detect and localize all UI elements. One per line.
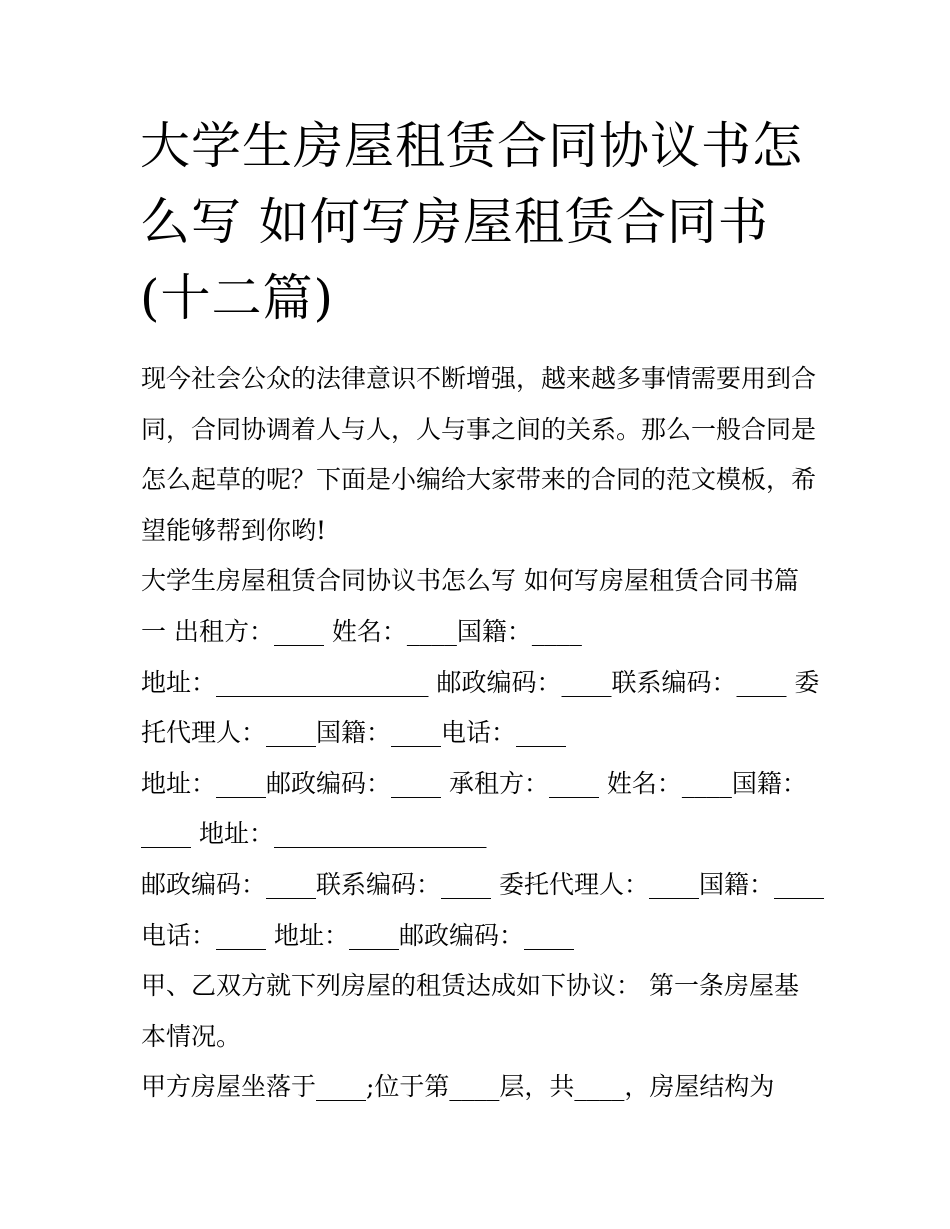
body-line: 地址：_________________ 邮政编码：____联系编码：____ 委	[141, 667, 820, 697]
body-line: 甲方房屋坐落于____;位于第____层，共____，房屋结构为	[141, 1072, 775, 1102]
title-line: (十二篇)	[140, 269, 335, 327]
document-body	[141, 354, 841, 1113]
body-line: 本情况。	[141, 1021, 242, 1051]
body-line: 电话：____ 地址：____邮政编码：____	[141, 920, 574, 950]
body-line: 托代理人：____国籍：____电话：____	[141, 718, 567, 748]
document-title	[140, 108, 840, 336]
body-line: 同，合同协调着人与人，人与事之间的关系。那么一般合同是	[141, 414, 817, 444]
body-line: ____ 地址：_________________	[141, 819, 487, 849]
body-line: 怎么起草的呢？下面是小编给大家带来的合同的范文模板，希	[141, 465, 817, 495]
body-line: 地址：____邮政编码：____ 承租方：____ 姓名：____国籍：	[141, 768, 807, 798]
body-line: 甲、乙双方就下列房屋的租赁达成如下协议： 第一条房屋基	[141, 971, 799, 1001]
body-line: 大学生房屋租赁合同协议书怎么写 如何写房屋租赁合同书篇	[141, 566, 799, 596]
title-line: 么写 如何写房屋租赁合同书	[140, 193, 769, 251]
body-line: 现今社会公众的法律意识不断增强，越来越多事情需要用到合	[141, 364, 817, 393]
body-line: 一 出租方：____ 姓名：____国籍：____	[141, 616, 582, 646]
body-line: 望能够帮到你哟!	[141, 515, 327, 545]
title-line: 大学生房屋租赁合同协议书怎	[140, 117, 803, 175]
body-line: 邮政编码：____联系编码：____ 委托代理人：____国籍：____	[141, 869, 824, 899]
